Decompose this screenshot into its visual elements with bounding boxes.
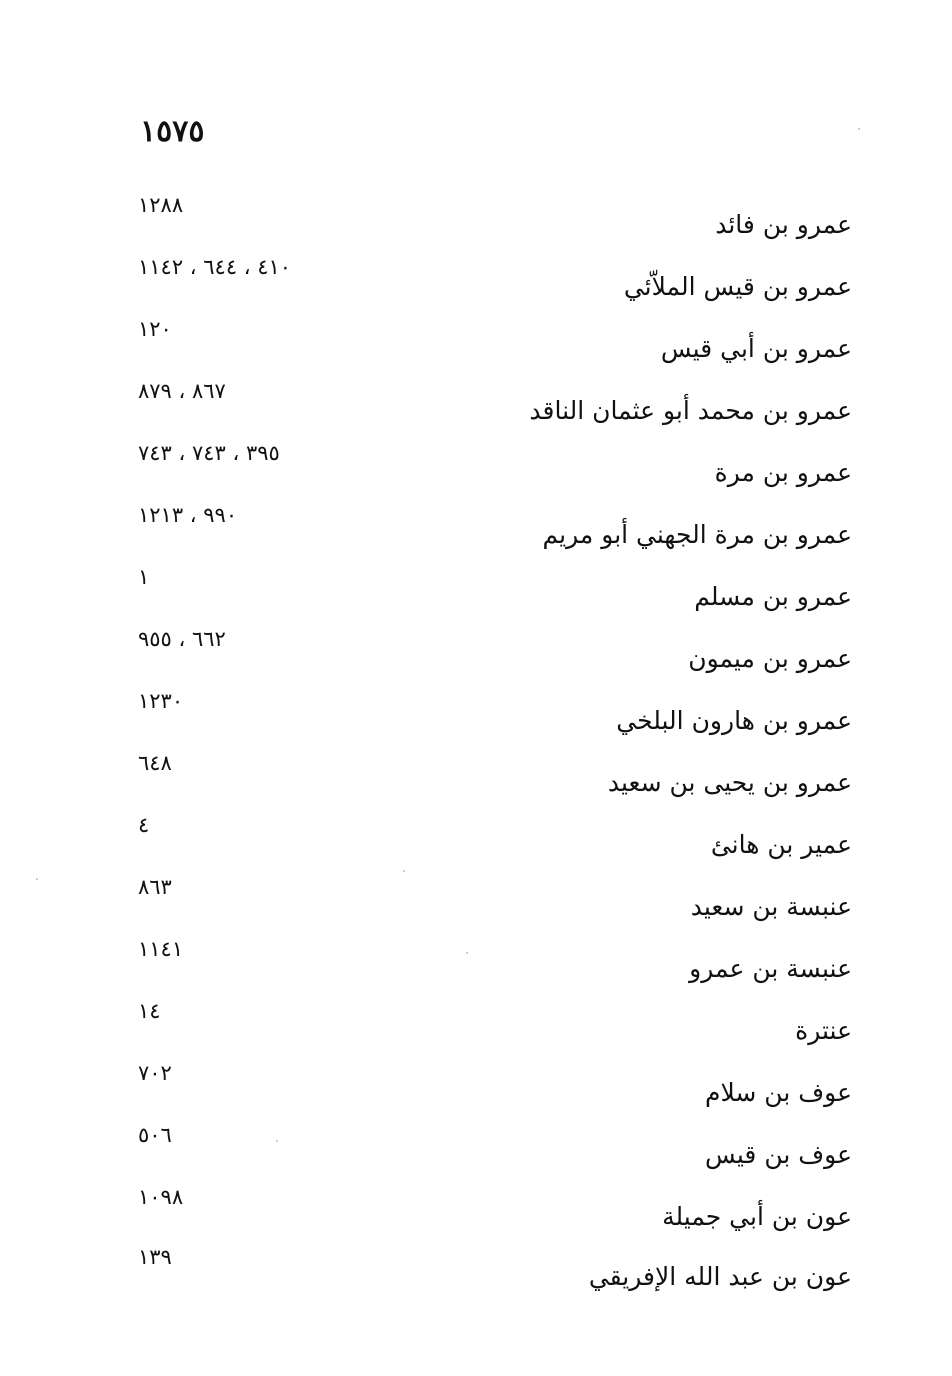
index-entry	[0, 627, 952, 692]
entry-pages: ٥٠٦	[138, 1123, 172, 1147]
entry-pages: ٨٦٧ ، ٨٧٩	[138, 379, 226, 403]
index-entry	[0, 689, 952, 754]
scan-speck	[403, 870, 405, 872]
entry-name: عمرو بن يحيى بن سعيد	[607, 768, 852, 797]
index-entry	[0, 1123, 952, 1188]
entry-pages: ٦٤٨	[138, 751, 172, 775]
index-entry	[0, 565, 952, 630]
index-entry	[0, 813, 952, 878]
entry-name: عمير بن هانئ	[710, 830, 852, 859]
entry-pages: ٤١٠ ، ٦٤٤ ، ١١٤٢	[138, 255, 292, 279]
entry-name: عمرو بن مرة	[714, 458, 852, 487]
entry-name: عمرو بن ميمون	[688, 644, 852, 673]
index-entry	[0, 751, 952, 816]
entry-name: عون بن عبد الله الإفريقي	[588, 1262, 852, 1291]
entry-name: عمرو بن هارون البلخي	[616, 706, 852, 735]
entry-pages: ١٠٩٨	[138, 1185, 184, 1209]
entry-name: عمرو بن قيس الملاّئي	[623, 272, 852, 301]
entry-name: عمرو بن مرة الجهني أبو مريم	[542, 520, 852, 549]
entry-pages: ٣٩٥ ، ٧٤٣ ، ٧٤٣	[138, 441, 280, 465]
index-entry	[0, 441, 952, 506]
entry-pages: ١٢٣٠	[138, 689, 184, 713]
index-entry	[0, 937, 952, 1002]
index-entry	[0, 193, 952, 258]
index-entry	[0, 1245, 952, 1310]
entry-pages: ١٣٩	[138, 1245, 172, 1269]
entry-name: عون بن أبي جميلة	[662, 1202, 852, 1231]
entry-pages: ٤	[138, 813, 150, 837]
entry-name: عنبسة بن عمرو	[689, 954, 852, 983]
index-entry	[0, 255, 952, 320]
entry-name: عمرو بن أبي قيس	[660, 334, 852, 363]
entry-pages: ٧٠٢	[138, 1061, 172, 1085]
index-entry	[0, 1061, 952, 1126]
index-entry	[0, 503, 952, 568]
entry-pages: ١٤	[138, 999, 161, 1023]
entry-pages: ١١٤١	[138, 937, 184, 961]
entry-pages: ٩٩٠ ، ١٢١٣	[138, 503, 238, 527]
entry-pages: ٦٦٢ ، ٩٥٥	[138, 627, 226, 651]
entry-pages: ١٢٨٨	[138, 193, 184, 217]
entry-name: عنترة	[795, 1016, 852, 1045]
entry-name: عمرو بن محمد أبو عثمان الناقد	[529, 396, 852, 425]
entry-name: عمرو بن فائد	[715, 210, 852, 239]
index-entry	[0, 379, 952, 444]
scan-speck	[36, 878, 38, 880]
scan-speck	[858, 128, 860, 130]
entry-name: عوف بن قيس	[705, 1140, 852, 1169]
entry-name: عمرو بن مسلم	[694, 582, 852, 611]
entry-name: عوف بن سلام	[705, 1078, 852, 1107]
entry-name: عنبسة بن سعيد	[690, 892, 852, 921]
entry-pages: ١	[138, 565, 150, 589]
index-entry	[0, 999, 952, 1064]
page-number: ١٥٧٥	[140, 114, 205, 149]
entry-pages: ٨٦٣	[138, 875, 172, 899]
index-entry	[0, 875, 952, 940]
index-entry	[0, 317, 952, 382]
scan-speck	[466, 952, 468, 954]
entry-pages: ١٢٠	[138, 317, 172, 341]
scan-speck	[276, 1140, 278, 1142]
